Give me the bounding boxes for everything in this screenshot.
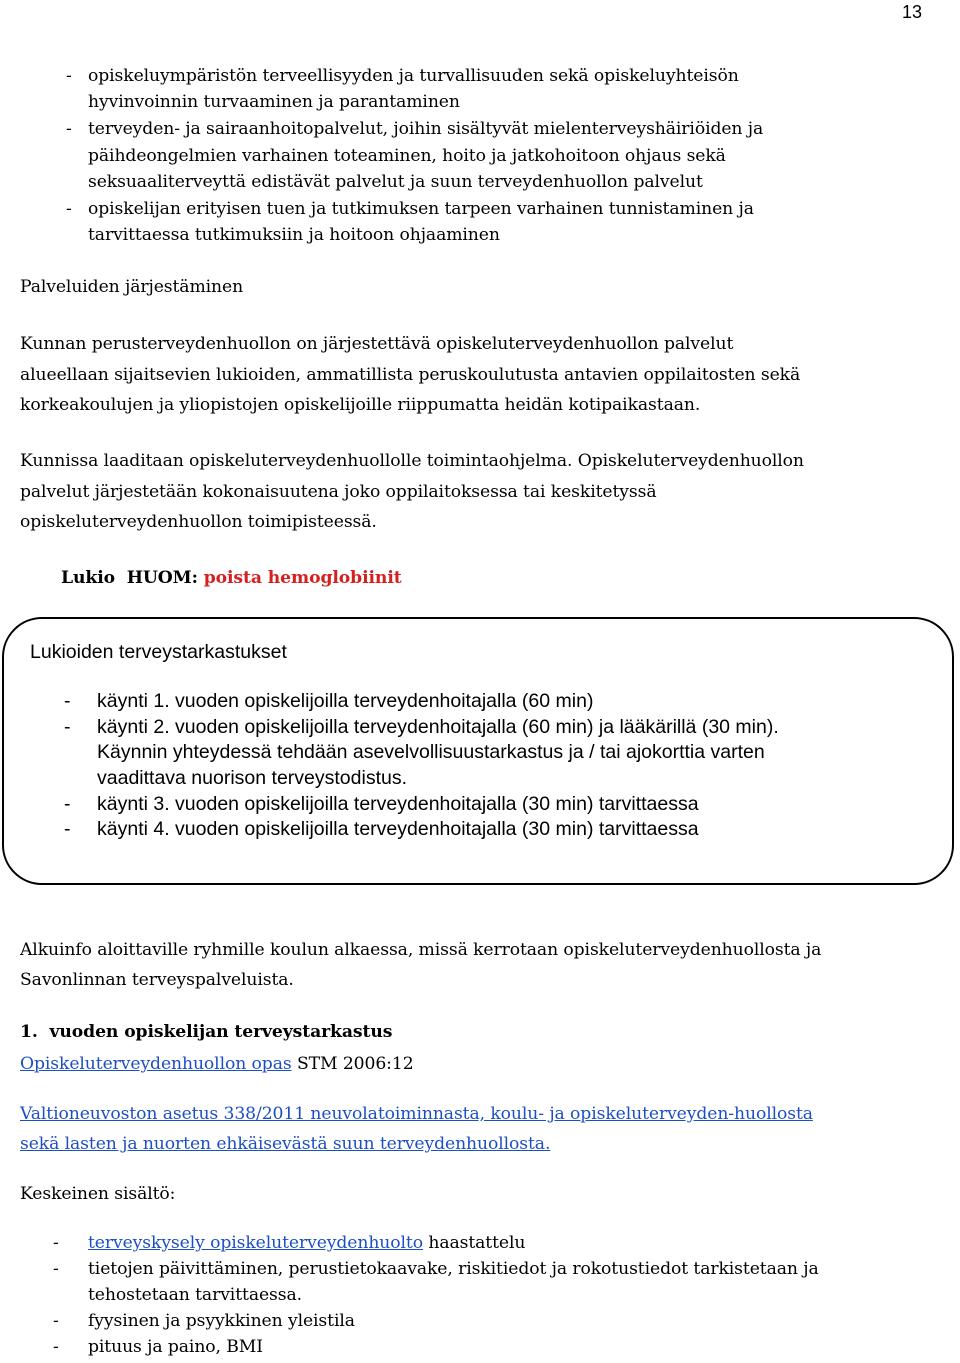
- box-list-dash: -: [64, 690, 71, 712]
- box-title: Lukioiden terveystarkastukset: [30, 641, 287, 663]
- list-item: [88, 1233, 525, 1253]
- list-item-line: tehostetaan tarvittaessa.: [88, 1285, 302, 1305]
- box-list-line: vaadittava nuorison terveystodistus.: [97, 767, 408, 789]
- list-item: fyysinen ja psyykkinen yleistila: [88, 1311, 355, 1331]
- lukio-note-warning: poista hemoglobiinit: [203, 568, 402, 588]
- list-item-line: tarvittaessa tutkimuksiin ja hoitoon ohjaaminen: [88, 225, 500, 245]
- box-list-line: Käynnin yhteydessä tehdään asevelvollisuustarkastus ja / tai ajokorttia varten: [97, 741, 765, 763]
- box-list-dash: -: [64, 818, 71, 840]
- content-heading: Keskeinen sisältö:: [20, 1184, 176, 1204]
- lukio-note-label: Lukio HUOM:: [61, 568, 198, 588]
- decree-link-line[interactable]: Valtioneuvoston asetus 338/2011 neuvolatoiminnasta, koulu- ja opiskeluterveyden-huollosta: [20, 1104, 813, 1124]
- list-item-line: hyvinvoinnin turvaaminen ja parantaminen: [88, 92, 460, 112]
- list-item-line: päihdeongelmien varhainen toteaminen, hoito ja jatkohoitoon ohjaus sekä: [88, 146, 726, 166]
- list-dash: -: [66, 66, 72, 86]
- list-item-text: haastattelu: [422, 1233, 526, 1253]
- list-dash: -: [53, 1337, 59, 1357]
- paragraph-line: Savonlinnan terveyspalveluista.: [20, 970, 294, 990]
- paragraph-line: korkeakoulujen ja yliopistojen opiskelijoille riippumatta heidän kotipaikastaan.: [20, 395, 701, 415]
- lukio-note: [61, 568, 402, 588]
- list-dash: -: [53, 1233, 59, 1253]
- paragraph-line: alueellaan sijaitsevien lukioiden, ammatillista peruskoulutusta antavien oppilaitosten sekä: [20, 365, 801, 385]
- first-year-heading: 1. vuoden opiskelijan terveystarkastus: [20, 1022, 393, 1042]
- box-list-line: käynti 1. vuoden opiskelijoilla terveydenhoitajalla (60 min): [97, 690, 594, 712]
- page-number: 13: [901, 2, 922, 22]
- list-dash: -: [53, 1311, 59, 1331]
- list-item: pituus ja paino, BMI: [88, 1337, 263, 1357]
- box-list-line: käynti 4. vuoden opiskelijoilla terveydenhoitajalla (30 min) tarvittaessa: [97, 818, 699, 840]
- guide-ref-text: STM 2006:12: [291, 1054, 414, 1074]
- list-item-line: opiskelijan erityisen tuen ja tutkimuksen tarpeen varhainen tunnistaminen ja: [88, 199, 754, 219]
- paragraph-line: Kunnissa laaditaan opiskeluterveydenhuollolle toimintaohjelma. Opiskeluterveydenhuollon: [20, 451, 804, 471]
- list-item-line: terveyden- ja sairaanhoitopalvelut, joihin sisältyvät mielenterveyshäiriöiden ja: [88, 119, 764, 139]
- guide-reference: [20, 1054, 414, 1074]
- list-dash: -: [66, 119, 72, 139]
- list-item-line: tietojen päivittäminen, perustietokaavake, riskitiedot ja rokotustiedot tarkistetaan ja: [88, 1259, 819, 1279]
- paragraph-line: opiskeluterveydenhuollon toimipisteessä.: [20, 512, 377, 532]
- box-list-line: käynti 2. vuoden opiskelijoilla terveydenhoitajalla (60 min) ja lääkärillä (30 min).: [97, 716, 779, 738]
- paragraph-line: Kunnan perusterveydenhuollon on järjestettävä opiskeluterveydenhuollon palvelut: [20, 334, 734, 354]
- questionnaire-link[interactable]: terveyskysely opiskeluterveydenhuolto: [88, 1233, 423, 1253]
- decree-link-line[interactable]: sekä lasten ja nuorten ehkäisevästä suun terveydenhuollosta.: [20, 1134, 551, 1154]
- list-dash: -: [53, 1259, 59, 1279]
- box-list-dash: -: [64, 716, 71, 738]
- list-item-line: seksuaaliterveyttä edistävät palvelut ja suun terveydenhuollon palvelut: [88, 172, 703, 192]
- guide-link[interactable]: Opiskeluterveydenhuollon opas: [20, 1054, 292, 1074]
- list-item-line: opiskeluympäristön terveellisyyden ja turvallisuuden sekä opiskeluyhteisön: [88, 66, 739, 86]
- section-heading: Palveluiden järjestäminen: [20, 277, 244, 297]
- box-list-dash: -: [64, 793, 71, 815]
- box-list-line: käynti 3. vuoden opiskelijoilla terveydenhoitajalla (30 min) tarvittaessa: [97, 793, 699, 815]
- list-dash: -: [66, 199, 72, 219]
- paragraph-line: palvelut järjestetään kokonaisuutena joko oppilaitoksessa tai keskitetyssä: [20, 482, 657, 502]
- paragraph-line: Alkuinfo aloittaville ryhmille koulun alkaessa, missä kerrotaan opiskeluterveydenhuollosta ja: [20, 940, 822, 960]
